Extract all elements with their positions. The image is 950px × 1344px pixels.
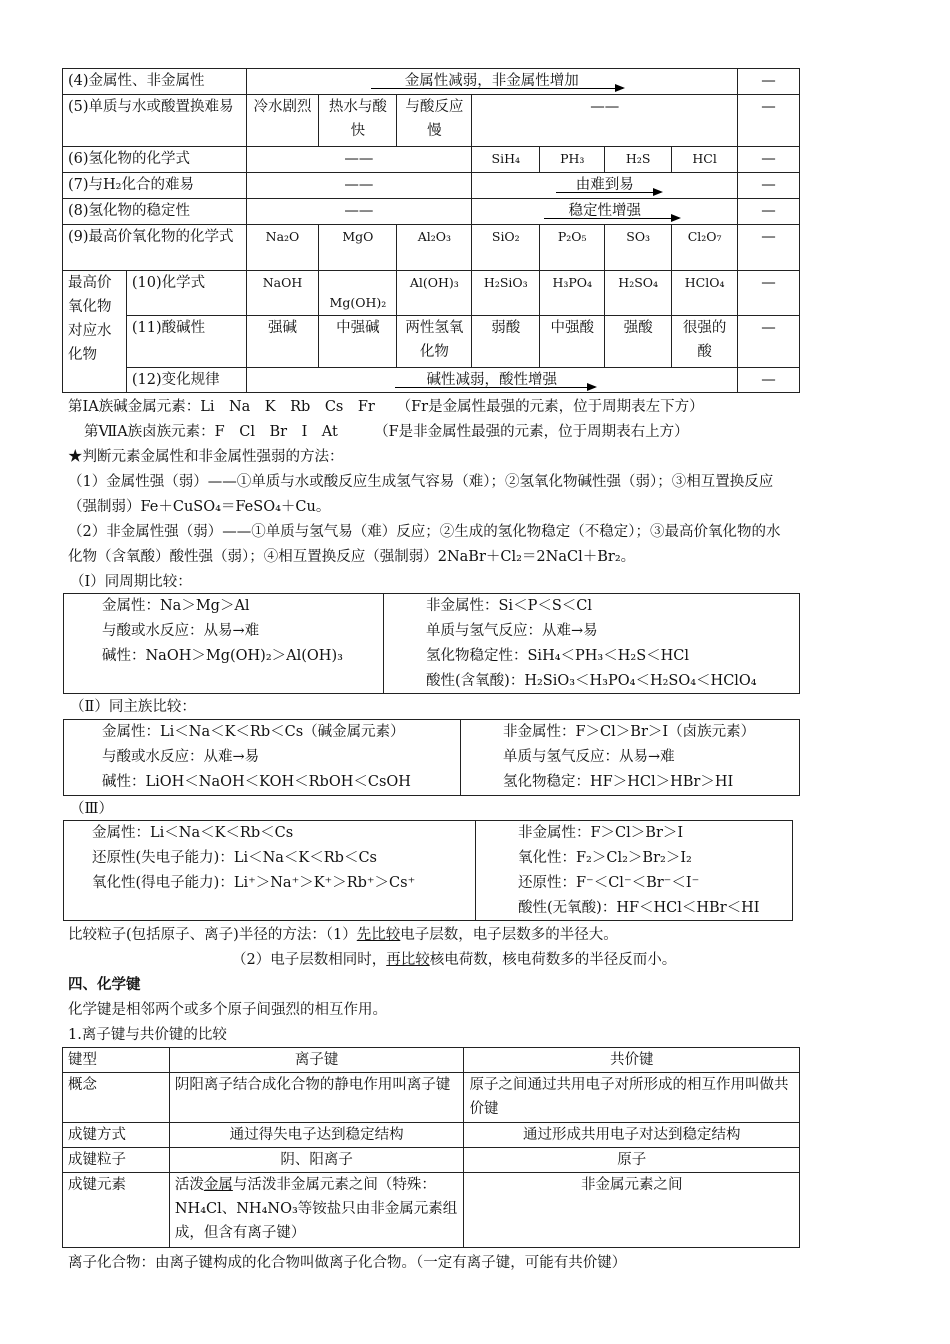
row10-cell: Al(OH)₃ [397,271,472,316]
subsection-heading: 1.离子键与共价键的比较 [68,1027,227,1043]
row7-dash: — [738,173,800,199]
row12-label: (12)变化规律 [126,368,246,393]
section-heading: 四、化学键 [68,976,141,993]
row11-dash: — [738,316,800,368]
row5-label: (5)单质与水或酸置换难易 [63,95,247,147]
ionic-compound-line: 离子化合物：由离子键构成的化合物叫做离子化合物。（一定有离子键，可能有共价键） [68,1255,627,1271]
box-line: 与酸或水反应：从易→难 [102,623,260,639]
row5-dash: — [738,95,800,147]
method-heading: ★判断元素金属性和非金属性强弱的方法： [68,449,344,465]
table-cell: 原子 [464,1148,800,1173]
row4-trend-text: 金属性减弱，非金属性增加 [404,73,579,89]
row9-cell: SO₃ [605,225,672,271]
row9-cell: MgO [319,225,397,271]
metal-method-line2: （强制弱）Fe＋CuSO₄＝FeSO₄＋Cu。 [68,499,331,515]
row11-cell: 两性氢氧化物 [397,316,472,368]
halogens-line: 第ⅦA族卤族元素：F Cl Br I At （F是非金属性最强的元素，位于周期表右上方） [84,424,689,440]
row5-cell: 热水与酸快 [319,95,397,147]
row9-cell: Cl₂O₇ [672,225,738,271]
row7-trend-text: 由难到易 [575,177,634,193]
row11-cell: 强酸 [605,316,672,368]
table-cell: 阴阳离子结合成化合物的静电作用叫离子键 [169,1073,464,1123]
row11-cell: 中强碱 [319,316,397,368]
row8-mid: —— [246,199,472,225]
row12-trend-text: 碱性减弱，酸性增强 [426,372,558,388]
table-cell [169,1173,464,1248]
box-line: 还原性(失电子能力)：Li＜Na＜K＜Rb＜Cs [92,850,377,866]
box-line: 碱性：LiOH＜NaOH＜KOH＜RbOH＜CsOH [102,774,411,790]
row7-trend [472,173,738,199]
alkali-metals-line: 第ⅠA族碱金属元素：Li Na K Rb Cs Fr （Fr是金属性最强的元素，位于周期表左下方） [68,399,704,415]
table-cell: 概念 [63,1073,170,1123]
metal-method-line1: （1）金属性强（弱）——①单质与水或酸反应生成氢气容易（难）；②氢氧化物碱性强（弱）；③相互置换反应 [68,474,774,490]
box-line: 金属性：Li＜Na＜K＜Rb＜Cs（碱金属元素） [102,724,405,740]
box-line: 单质与氢气反应：从难→易 [426,623,598,639]
table-cell: 成键粒子 [63,1148,170,1173]
row6-label: (6)氢化物的化学式 [63,147,247,173]
hydroxide-group-label: 最高价氧化物对应水化物 [63,271,127,393]
box-line: 金属性：Na＞Mg＞Al [102,598,250,614]
row4-trend [246,69,738,95]
text: 比较粒子(包括原子、离子)半径的方法：（1） [68,927,357,943]
radius-method-line2 [232,948,676,972]
row11-cell: 弱酸 [472,316,540,368]
same-group-box [63,719,800,796]
table-cell: 通过得失电子达到稳定结构 [169,1123,464,1148]
row7-mid: —— [246,173,472,199]
right-arrow-icon [371,88,623,89]
box-line: 酸性(无氧酸)：HF＜HCl＜HBr＜HI [518,900,760,916]
same-period-heading: （Ⅰ）同周期比较： [70,574,192,590]
right-arrow-icon [395,387,595,388]
table-cell: 成键元素 [63,1173,170,1248]
box-line: 碱性：NaOH＞Mg(OH)₂＞Al(OH)₃ [102,648,343,664]
text: 电子层数，电子层数多的半径大。 [400,927,618,943]
header-cell: 离子键 [169,1048,464,1073]
row10-cell: H₃PO₄ [540,271,605,316]
part3-heading: （Ⅲ） [70,801,113,817]
row6-dash: — [738,147,800,173]
row11-cell: 很强的酸 [672,316,738,368]
row9-dash: — [738,225,800,271]
row6-mid: —— [246,147,472,173]
box-line: 非金属性：F＞Cl＞Br＞I [518,825,684,841]
row10-dash: — [738,271,800,316]
box-line: 单质与氢气反应：从易→难 [503,749,675,765]
header-cell: 键型 [63,1048,170,1073]
periodic-trend-table [62,68,800,393]
table-cell: 原子之间通过共用电子对所形成的相互作用叫做共价键 [464,1073,800,1123]
box-line: 还原性：F⁻＜Cl⁻＜Br⁻＜I⁻ [518,875,700,891]
table-cell: 通过形成共用电子对达到稳定结构 [464,1123,800,1148]
text: 核电荷数，核电荷数多的半径反而小。 [429,952,677,968]
text: （2）电子层数相同时， [232,952,387,968]
row8-trend-text: 稳定性增强 [568,203,641,219]
text: 再比较 [386,952,430,968]
box-line: 氧化性：F₂＞Cl₂＞Br₂＞I₂ [518,850,692,866]
row10-cell: Mg(OH)₂ [319,271,397,316]
row11-label: (11)酸碱性 [126,316,246,368]
row11-cell: 中强酸 [540,316,605,368]
box-line: 金属性：Li＜Na＜K＜Rb＜Cs [92,825,294,841]
row11-cell: 强碱 [246,316,319,368]
row8-trend [472,199,738,225]
row5-cell: 与酸反应慢 [397,95,472,147]
row9-cell: Na₂O [246,225,319,271]
table-cell: 阴、阳离子 [169,1148,464,1173]
row10-label: (10)化学式 [126,271,246,316]
row9-cell: P₂O₅ [540,225,605,271]
row9-label: (9)最高价氧化物的化学式 [63,225,247,271]
radius-method-line1 [68,923,618,947]
header-cell: 共价键 [464,1048,800,1073]
text: 活泼 [174,1177,204,1193]
row6-cell: H₂S [605,147,672,173]
row4-label: (4)金属性、非金属性 [63,69,247,95]
box-line: 氢化物稳定性：SiH₄＜PH₃＜H₂S＜HCl [426,648,690,664]
row6-cell: HCl [672,147,738,173]
box-line: 非金属性：F＞Cl＞Br＞I（卤族元素） [503,724,756,740]
row9-cell: Al₂O₃ [397,225,472,271]
right-arrow-icon [556,192,661,193]
row12-dash: — [738,368,800,393]
same-group-heading: （Ⅱ）同主族比较： [70,699,196,715]
bond-comparison-table [62,1047,800,1248]
text: 先比较 [356,927,401,943]
text: 金属 [203,1177,233,1193]
row5-mid: —— [472,95,738,147]
row8-label: (8)氢化物的稳定性 [63,199,247,225]
table-cell: 成键方式 [63,1123,170,1148]
box-line: 非金属性：Si＜P＜S＜Cl [426,598,592,614]
box-line: 氢化物稳定：HF＞HCl＞HBr＞HI [503,774,734,790]
row8-dash: — [738,199,800,225]
row10-cell: H₂SO₄ [605,271,672,316]
row4-dash: — [738,69,800,95]
part3-box [63,820,793,921]
box-line: 氧化性(得电子能力)：Li⁺＞Na⁺＞K⁺＞Rb⁺＞Cs⁺ [92,875,416,891]
table-cell: 非金属元素之间 [464,1173,800,1248]
row6-cell: PH₃ [540,147,605,173]
row10-cell: H₂SiO₃ [472,271,540,316]
row10-cell: NaOH [246,271,319,316]
nonmetal-method-line2: 化物（含氧酸）酸性强（弱）；④相互置换反应（强制弱）2NaBr＋Cl₂＝2NaCl＋Br₂。 [68,549,636,565]
nonmetal-method-line1: （2）非金属性强（弱）——①单质与氢气易（难）反应；②生成的氢化物稳定（不稳定）；③最高价氧化物的水 [68,524,781,540]
box-line: 酸性(含氧酸)：H₂SiO₃＜H₃PO₄＜H₂SO₄＜HClO₄ [426,673,757,689]
row12-trend [246,368,738,393]
same-period-box [63,593,800,694]
row9-cell: SiO₂ [472,225,540,271]
definition-line: 化学键是相邻两个或多个原子间强烈的相互作用。 [68,1002,387,1018]
row10-cell: HClO₄ [672,271,738,316]
row7-label: (7)与H₂化合的难易 [63,173,247,199]
right-arrow-icon [544,218,679,219]
text: 与活泼非金属元素之间（特殊：NH₄Cl、NH₄NO₃等铵盐只由非金属元素组成，但含有离子键） [174,1177,458,1241]
box-line: 与酸或水反应：从难→易 [102,749,260,765]
row6-cell: SiH₄ [472,147,540,173]
row5-cell: 冷水剧烈 [246,95,319,147]
